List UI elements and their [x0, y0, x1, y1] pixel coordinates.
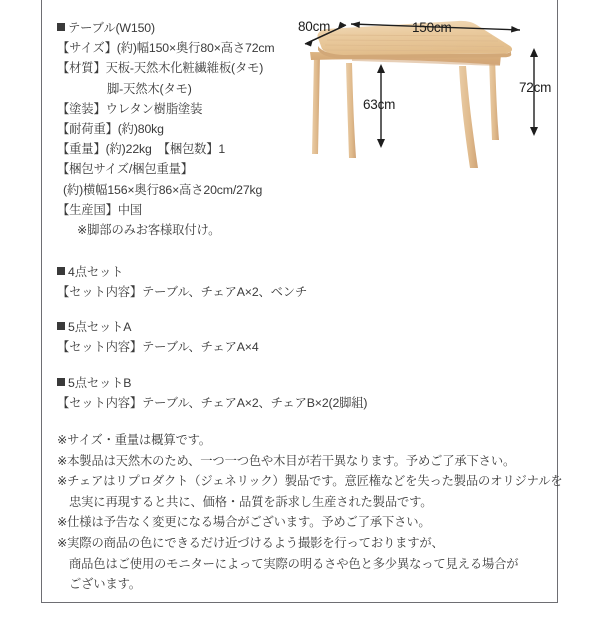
set-5b-heading: 5点セットB — [57, 373, 367, 393]
table-spec-finish: 【塗装】ウレタン樹脂塗装 — [57, 101, 203, 116]
set-5a-contents: 【セット内容】テーブル、チェアA×4 — [57, 340, 259, 355]
set-4-block — [57, 262, 307, 302]
note-line-4: 忠実に再現すると共に、価格・品質を訴求し生産された製品です。 — [69, 494, 433, 509]
table-spec-weight: 【重量】(約)22kg 【梱包数】1 — [57, 142, 226, 157]
disclaimer-notes — [57, 430, 562, 595]
dimension-label-depth: 80cm — [298, 19, 331, 34]
table-spec-block — [57, 18, 275, 240]
note-line-5: ※仕様は予告なく変更になる場合がございます。予めご了承下さい。 — [57, 515, 431, 530]
table-spec-assembly-note: ※脚部のみお客様取付け。 — [77, 223, 221, 238]
leg-front-right — [459, 66, 478, 168]
note-line-6: ※実際の商品の色にできるだけ近づけるよう撮影を行っておりますが、 — [57, 535, 444, 550]
table-spec-material-leg: 脚-天然木(タモ) — [107, 81, 192, 96]
table-spec-material: 【材質】天板-天然木化粧繊維板(タモ) — [57, 61, 264, 76]
table-spec-package-label: 【梱包サイズ/梱包重量】 — [57, 162, 193, 177]
leg-back-right — [489, 56, 499, 140]
note-line-8: ございます。 — [69, 577, 141, 592]
table-dimension-illustration — [296, 8, 558, 186]
note-line-3: ※チェアはリプロダクト（ジェネリック）製品です。意匠権などを失った製品のオリジナルを — [57, 474, 563, 489]
table-legs — [312, 56, 499, 168]
dimension-label-clearance: 63cm — [363, 97, 396, 112]
set-4-heading: 4点セット — [57, 262, 307, 282]
set-5b-contents: 【セット内容】テーブル、チェアA×2、チェアB×2(2脚組) — [57, 396, 368, 411]
note-line-7: 商品色はご使用のモニターによって実際の明るさや色と多少異なって見える場合が — [69, 556, 519, 571]
table-spec-heading: テーブル(W150) — [57, 18, 275, 38]
set-5a-heading: 5点セットA — [57, 317, 259, 337]
table-spec-size: 【サイズ】(約)幅150×奥行80×高さ72cm — [57, 41, 275, 56]
note-line-2: ※本製品は天然木のため、一つ一つ色や木目が若干異なります。予めご了承下さい。 — [57, 453, 516, 468]
table-spec-origin: 【生産国】中国 — [57, 202, 143, 217]
table-spec-load: 【耐荷重】(約)80kg — [57, 122, 164, 137]
leg-front-left — [346, 63, 356, 158]
set-5a-block — [57, 317, 259, 357]
dimension-label-width: 150cm — [412, 20, 452, 35]
table-spec-package-size: (約)横幅156×奥行86×高さ20cm/27kg — [63, 182, 263, 197]
leg-back-left — [312, 56, 320, 154]
dimension-label-total-height: 72cm — [519, 80, 552, 95]
set-5b-block — [57, 373, 367, 413]
note-line-1: ※サイズ・重量は概算です。 — [57, 433, 211, 447]
set-4-contents: 【セット内容】テーブル、チェアA×2、ベンチ — [57, 285, 308, 300]
